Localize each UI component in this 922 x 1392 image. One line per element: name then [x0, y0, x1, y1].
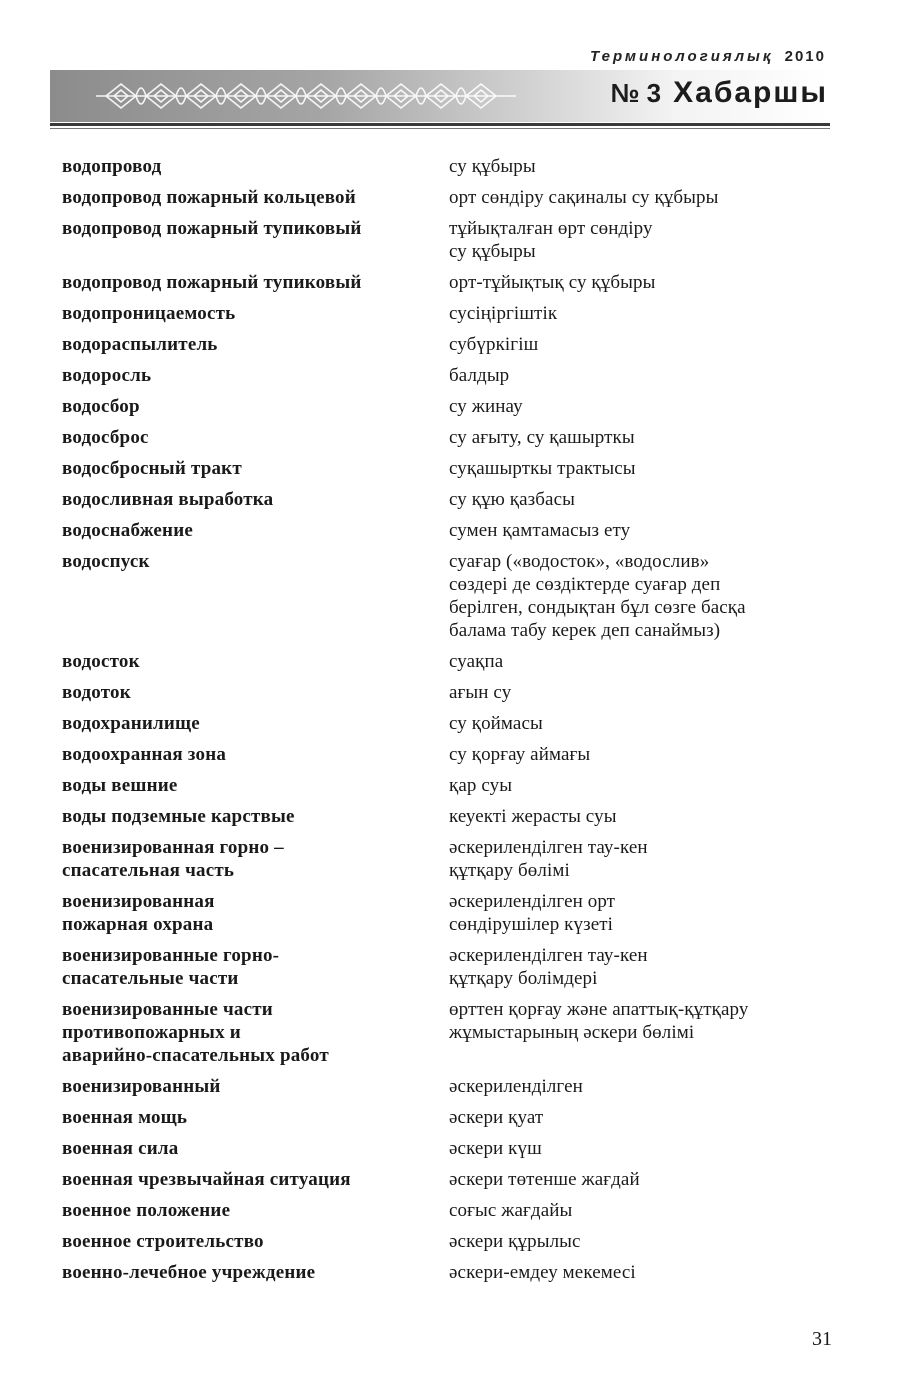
- kazakh-translation-line: су құбыры: [449, 156, 536, 177]
- issue-number: № 3: [610, 78, 662, 108]
- kazakh-translation: [449, 550, 842, 642]
- kazakh-translation: [449, 1199, 842, 1222]
- russian-term-line: водосбросный тракт: [62, 458, 242, 479]
- journal-year: 2010: [784, 48, 826, 65]
- glossary-entry: [62, 1168, 842, 1191]
- russian-term: [62, 217, 449, 240]
- journal-name: Терминологиялық: [590, 48, 774, 65]
- russian-term: [62, 186, 449, 209]
- kazakh-translation-line: әскериленділген тау-кен: [449, 945, 648, 966]
- russian-term: [62, 302, 449, 325]
- kazakh-translation: [449, 217, 842, 263]
- kazakh-translation: [449, 1075, 842, 1098]
- russian-term: [62, 998, 449, 1067]
- glossary-entry: [62, 944, 842, 990]
- kazakh-translation-line: қар суы: [449, 775, 513, 796]
- kazakh-translation-line: суағар («водосток», «водослив»: [449, 551, 710, 572]
- kazakh-translation: [449, 1261, 842, 1284]
- kazakh-translation: [449, 774, 842, 797]
- kazakh-translation-line: құтқару болімдері: [449, 968, 598, 989]
- kazakh-translation: [449, 333, 842, 356]
- kazakh-translation: [449, 650, 842, 673]
- glossary-entry: [62, 1261, 842, 1284]
- russian-term: [62, 426, 449, 449]
- russian-term: [62, 395, 449, 418]
- russian-term-line: водосбор: [62, 396, 140, 417]
- glossary-entry: [62, 217, 842, 263]
- kazakh-translation-line: әскериленділген тау-кен: [449, 837, 648, 858]
- russian-term: [62, 712, 449, 735]
- russian-term-line: водосток: [62, 651, 140, 672]
- russian-term-line: военизированные горно-: [62, 945, 280, 966]
- kazakh-translation-line: өрттен қорғау және апаттық-құтқару: [449, 999, 749, 1020]
- glossary-entry: [62, 364, 842, 387]
- russian-term-line: военно-лечебное учреждение: [62, 1262, 316, 1283]
- kazakh-translation-line: су қорғау аймағы: [449, 744, 591, 765]
- kazakh-translation: [449, 836, 842, 882]
- russian-term: [62, 681, 449, 704]
- kazakh-translation-line: сумен қамтамасыз ету: [449, 520, 631, 541]
- kazakh-translation-line: жұмыстарының әскери бөлімі: [449, 1022, 695, 1043]
- russian-term: [62, 1261, 449, 1284]
- kazakh-translation-line: құтқару бөлімі: [449, 860, 570, 881]
- kazakh-translation-line: сөндірушілер күзеті: [449, 914, 614, 935]
- kazakh-translation-line: су қоймасы: [449, 713, 543, 734]
- russian-term: [62, 155, 449, 178]
- russian-term-line: военное строительство: [62, 1231, 264, 1252]
- russian-term-line: водопровод пожарный тупиковый: [62, 218, 362, 239]
- kazakh-translation: [449, 1230, 842, 1253]
- russian-term-line: противопожарных и: [62, 1022, 241, 1043]
- russian-term: [62, 364, 449, 387]
- kazakh-translation-line: суақпа: [449, 651, 504, 672]
- russian-term: [62, 1168, 449, 1191]
- russian-term-line: военизированная: [62, 891, 215, 912]
- kazakh-translation-line: сөздері де сөздіктерде суағар деп: [449, 574, 721, 595]
- russian-term-line: спасательные части: [62, 968, 239, 989]
- glossary-entry: [62, 1075, 842, 1098]
- russian-term-line: водосброс: [62, 427, 149, 448]
- kazakh-translation: [449, 1168, 842, 1191]
- kazakh-translation-line: соғыс жағдайы: [449, 1200, 573, 1221]
- kazakh-translation-line: су жинау: [449, 396, 523, 417]
- kazakh-translation-line: ағын су: [449, 682, 512, 703]
- russian-term: [62, 1230, 449, 1253]
- journal-title: [610, 76, 828, 110]
- russian-term-line: водораспылитель: [62, 334, 218, 355]
- glossary-entry: [62, 302, 842, 325]
- kazakh-translation: [449, 1137, 842, 1160]
- russian-term: [62, 1137, 449, 1160]
- glossary-entry: [62, 1137, 842, 1160]
- russian-term: [62, 1075, 449, 1098]
- header-banner: [50, 70, 830, 122]
- russian-term: [62, 774, 449, 797]
- russian-term: [62, 333, 449, 356]
- kazakh-translation: [449, 488, 842, 511]
- kazakh-translation: [449, 302, 842, 325]
- russian-term: [62, 550, 449, 573]
- glossary-entry: [62, 550, 842, 642]
- glossary-list: [62, 155, 842, 1292]
- kazakh-translation: [449, 519, 842, 542]
- glossary-entry: [62, 774, 842, 797]
- kazakh-translation-line: су құю қазбасы: [449, 489, 575, 510]
- russian-term-line: спасательная часть: [62, 860, 235, 881]
- russian-term-line: водоток: [62, 682, 131, 703]
- kazakh-translation-line: сусіңіргіштік: [449, 303, 558, 324]
- russian-term-line: военная чрезвычайная ситуация: [62, 1169, 351, 1190]
- glossary-entry: [62, 836, 842, 882]
- glossary-entry: [62, 186, 842, 209]
- glossary-entry: [62, 457, 842, 480]
- journal-title-word: Хабаршы: [673, 76, 828, 109]
- glossary-entry: [62, 519, 842, 542]
- russian-term-line: аварийно-спасательных работ: [62, 1045, 329, 1066]
- kazakh-translation-line: кеуекті жерасты суы: [449, 806, 617, 827]
- header-rule-thick: [50, 123, 830, 126]
- russian-term: [62, 271, 449, 294]
- kazakh-translation: [449, 271, 842, 294]
- kazakh-translation-line: субүркігіш: [449, 334, 539, 355]
- glossary-entry: [62, 1106, 842, 1129]
- russian-term-line: пожарная охрана: [62, 914, 214, 935]
- kazakh-translation-line: орт-тұйықтық су құбыры: [449, 272, 656, 293]
- russian-term-line: водопроницаемость: [62, 303, 236, 324]
- kazakh-translation: [449, 998, 842, 1044]
- glossary-entry: [62, 650, 842, 673]
- glossary-entry: [62, 998, 842, 1067]
- russian-term-line: водопровод: [62, 156, 162, 177]
- glossary-entry: [62, 890, 842, 936]
- kazakh-translation-line: орт сөндіру сақиналы су құбыры: [449, 187, 719, 208]
- glossary-entry: [62, 155, 842, 178]
- kazakh-translation-line: әскери қуат: [449, 1107, 544, 1128]
- russian-term-line: водоспуск: [62, 551, 150, 572]
- glossary-entry: [62, 1199, 842, 1222]
- kazakh-translation: [449, 944, 842, 990]
- russian-term-line: военизированные части: [62, 999, 273, 1020]
- kazakh-translation-line: әскериленділген: [449, 1076, 583, 1097]
- glossary-entry: [62, 271, 842, 294]
- glossary-entry: [62, 712, 842, 735]
- kazakh-translation: [449, 364, 842, 387]
- glossary-entry: [62, 805, 842, 828]
- header-rule-thin: [50, 128, 830, 129]
- russian-term-line: водоросль: [62, 365, 152, 386]
- russian-term-line: воды вешние: [62, 775, 178, 796]
- kazakh-translation: [449, 681, 842, 704]
- glossary-entry: [62, 395, 842, 418]
- russian-term: [62, 457, 449, 480]
- kazakh-translation: [449, 712, 842, 735]
- glossary-entry: [62, 681, 842, 704]
- kazakh-translation-line: тұйықталған өрт сөндіру: [449, 218, 653, 239]
- russian-term-line: военная сила: [62, 1138, 179, 1159]
- kazakh-translation: [449, 395, 842, 418]
- kazakh-translation-line: балама табу керек деп санаймыз): [449, 620, 721, 641]
- russian-term-line: водохранилище: [62, 713, 200, 734]
- kazakh-translation-line: әскери-емдеу мекемесі: [449, 1262, 636, 1283]
- russian-term: [62, 944, 449, 990]
- russian-term: [62, 743, 449, 766]
- russian-term-line: водоохранная зона: [62, 744, 227, 765]
- russian-term: [62, 1199, 449, 1222]
- russian-term-line: военизированная горно –: [62, 837, 284, 858]
- kazakh-translation-line: балдыр: [449, 365, 510, 386]
- ornament-pattern-icon: [96, 76, 516, 116]
- kazakh-translation-line: әскери құрылыс: [449, 1231, 581, 1252]
- kazakh-translation-line: суқашырткы трактысы: [449, 458, 636, 479]
- kazakh-translation: [449, 457, 842, 480]
- kazakh-translation: [449, 1106, 842, 1129]
- kazakh-translation-line: берілген, сондықтан бұл сөзге басқа: [449, 597, 746, 618]
- russian-term-line: военное положение: [62, 1200, 231, 1221]
- kazakh-translation: [449, 890, 842, 936]
- russian-term-line: воды подземные карствые: [62, 806, 295, 827]
- russian-term-line: водосливная выработка: [62, 489, 274, 510]
- kazakh-translation: [449, 155, 842, 178]
- russian-term: [62, 836, 449, 882]
- russian-term-line: военизированный: [62, 1076, 221, 1097]
- journal-running-title: [590, 48, 826, 65]
- glossary-entry: [62, 426, 842, 449]
- russian-term-line: водопровод пожарный кольцевой: [62, 187, 356, 208]
- glossary-entry: [62, 743, 842, 766]
- kazakh-translation: [449, 186, 842, 209]
- kazakh-translation-line: әскери төтенше жағдай: [449, 1169, 640, 1190]
- page-number: 31: [812, 1328, 832, 1350]
- russian-term: [62, 890, 449, 936]
- russian-term: [62, 519, 449, 542]
- russian-term: [62, 650, 449, 673]
- kazakh-translation-line: су ағыту, су қашырткы: [449, 427, 635, 448]
- kazakh-translation-line: әскери күш: [449, 1138, 542, 1159]
- russian-term-line: водоснабжение: [62, 520, 193, 541]
- russian-term: [62, 805, 449, 828]
- kazakh-translation-line: су құбыры: [449, 241, 536, 262]
- glossary-entry: [62, 488, 842, 511]
- glossary-entry: [62, 333, 842, 356]
- glossary-entry: [62, 1230, 842, 1253]
- kazakh-translation: [449, 426, 842, 449]
- kazakh-translation-line: әскериленділген орт: [449, 891, 616, 912]
- russian-term: [62, 1106, 449, 1129]
- kazakh-translation: [449, 805, 842, 828]
- russian-term-line: водопровод пожарный тупиковый: [62, 272, 362, 293]
- russian-term: [62, 488, 449, 511]
- russian-term-line: военная мощь: [62, 1107, 188, 1128]
- kazakh-translation: [449, 743, 842, 766]
